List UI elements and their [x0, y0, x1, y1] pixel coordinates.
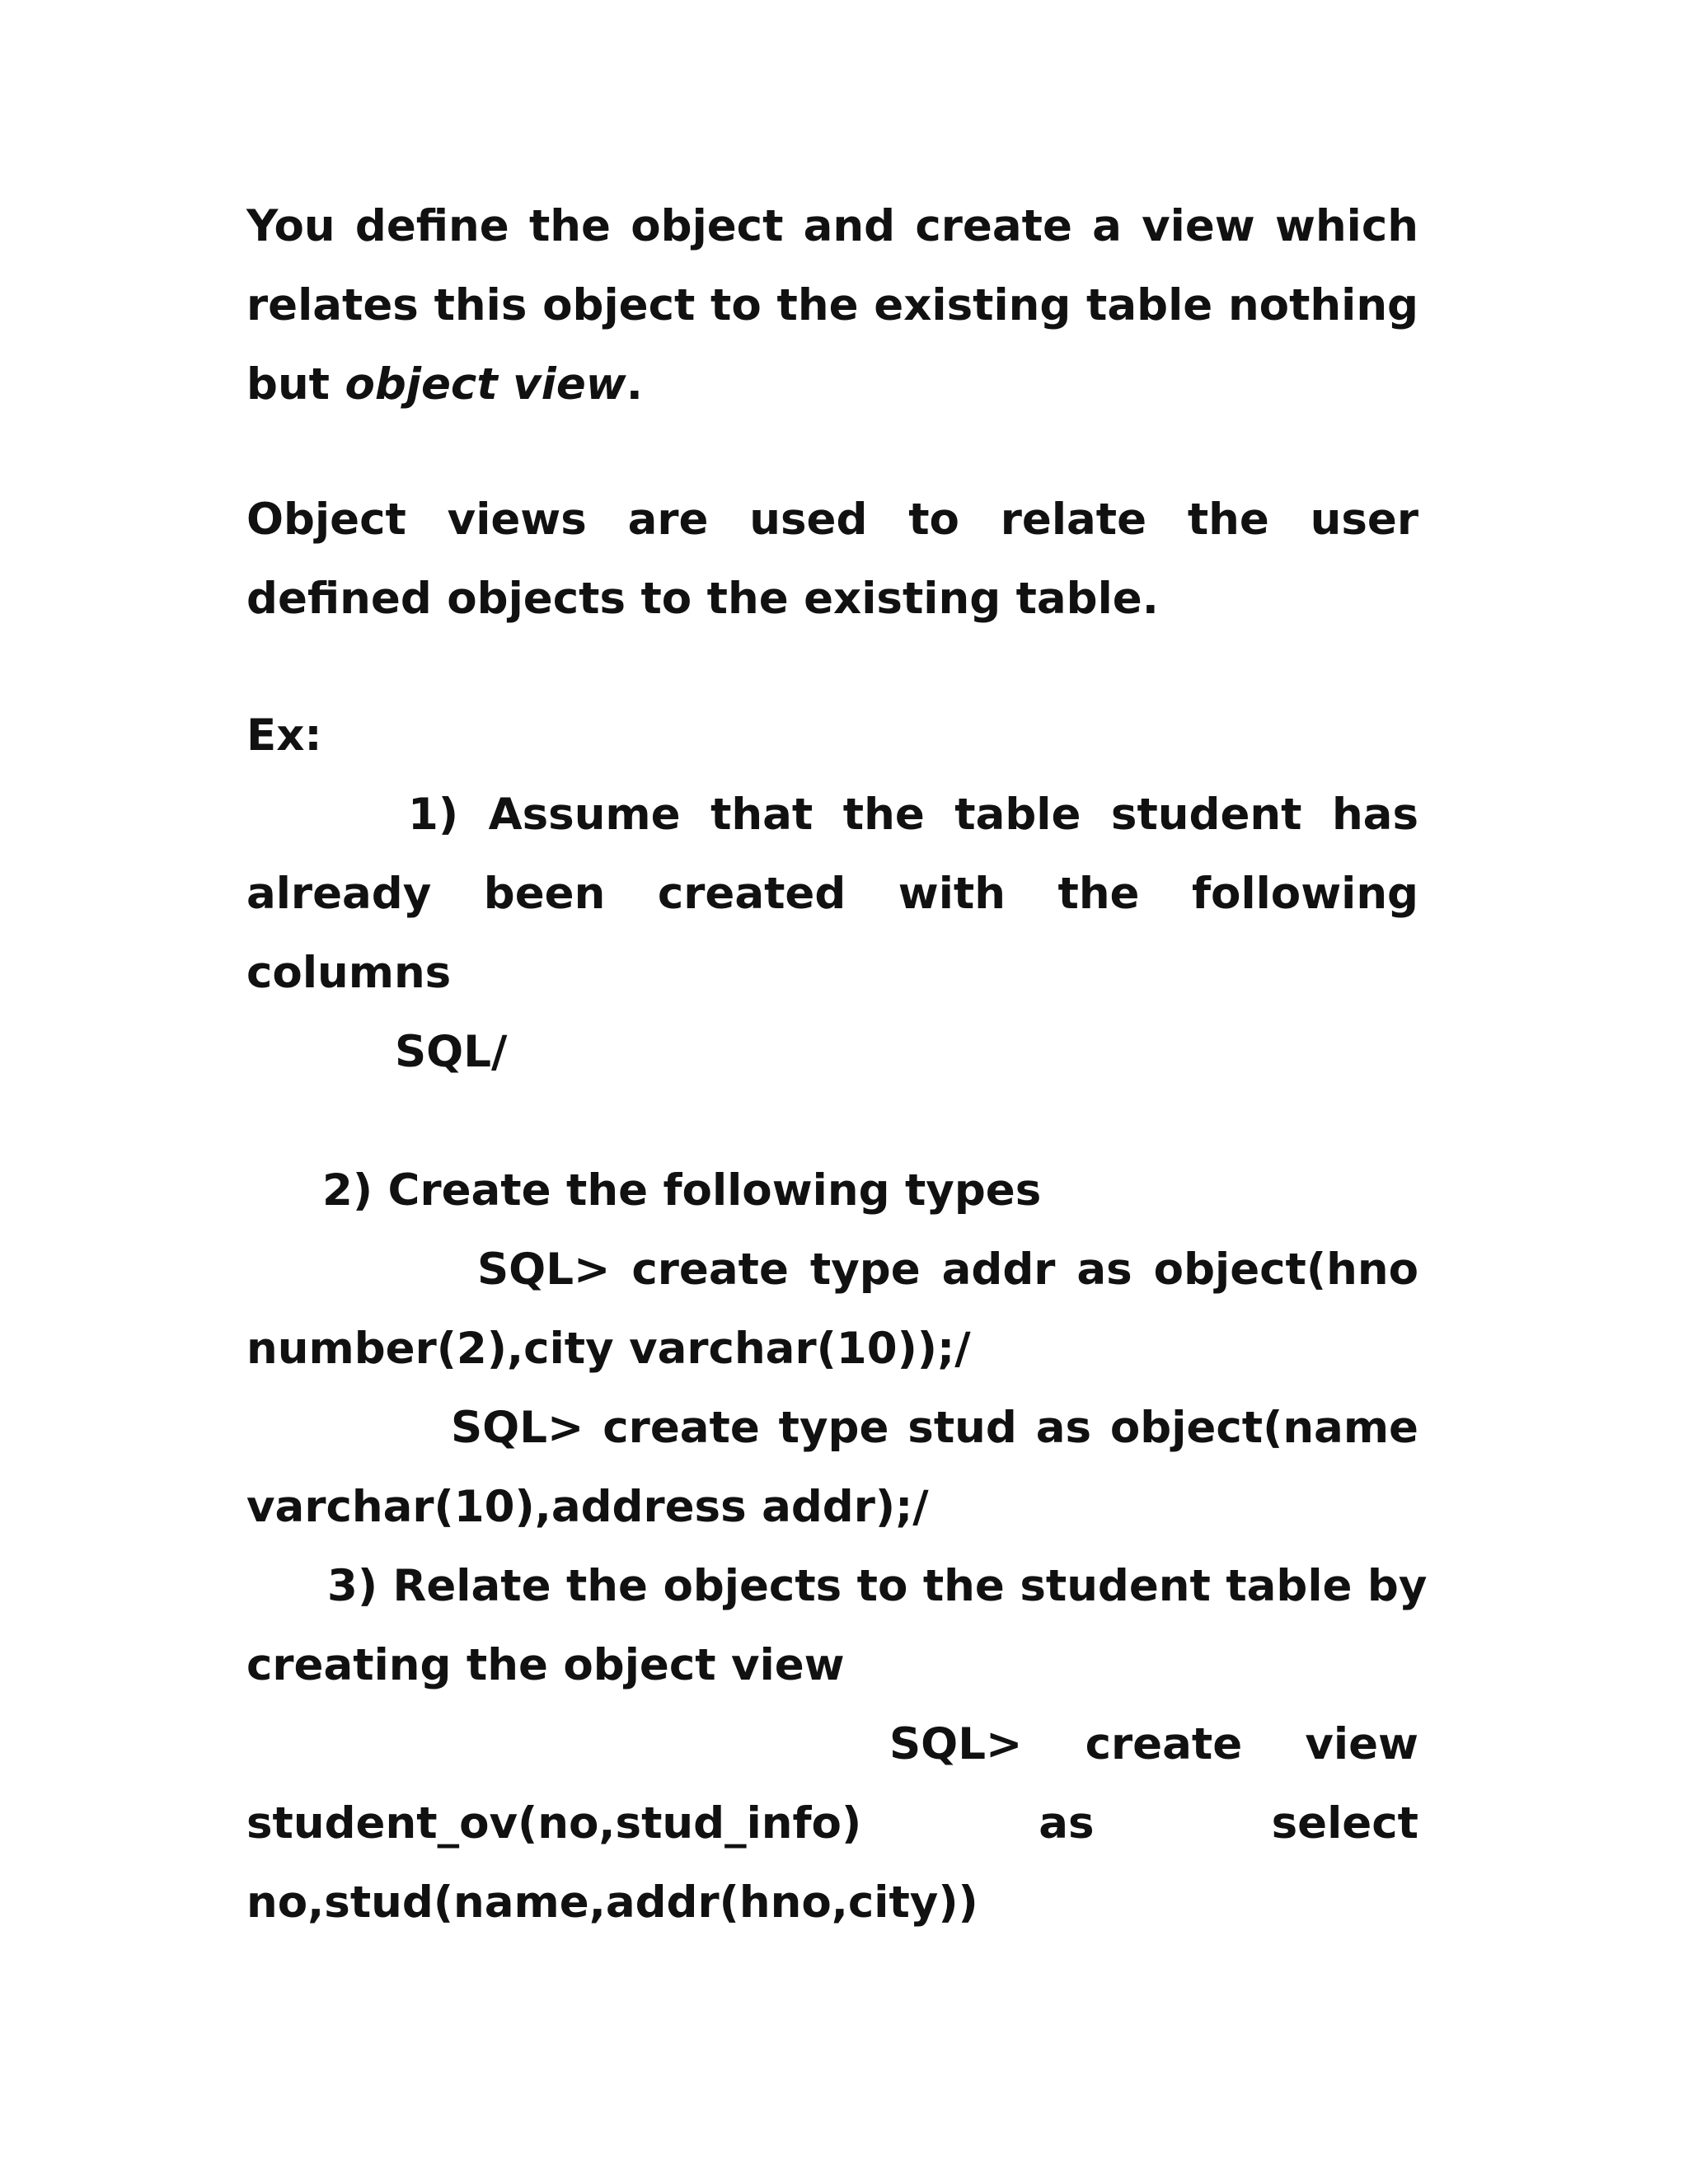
- step-3-line-1: 3) Relate the objects to the student table by: [327, 1561, 1428, 1611]
- step-1-sql: SQL/: [395, 1027, 508, 1077]
- object-view-term: object view: [345, 359, 626, 410]
- step-1-line-3: columns: [246, 948, 452, 998]
- paragraph-gap: [246, 1092, 1418, 1151]
- step-3-line-2: creating the object view: [246, 1640, 845, 1690]
- step-3-sql-line-2: student_ov(no,stud_info) as select: [246, 1798, 1418, 1849]
- paragraph-1-line-3-prefix: but: [246, 359, 345, 410]
- step-2-sql-2-line-1: SQL> create type stud as object(name: [451, 1403, 1418, 1453]
- paragraph-2-line-1: Object views are used to relate the user: [246, 494, 1418, 545]
- paragraph-1-line-3: [246, 345, 1418, 424]
- step-3-sql-line-3: no,stud(name,addr(hno,city)): [246, 1877, 978, 1928]
- step-2-heading: 2) Create the following types: [322, 1165, 1042, 1216]
- paragraph-1-line-2: relates this object to the existing table nothing: [246, 280, 1418, 330]
- step-3-sql-line-1: SQL> create view: [889, 1719, 1418, 1769]
- step-2-sql-1-line-1: SQL> create type addr as object(hno: [477, 1244, 1418, 1295]
- paragraph-1-line-3-suffix: .: [626, 359, 643, 410]
- step-2-sql-2-line-2: varchar(10),address addr);/: [246, 1482, 929, 1532]
- paragraph-1-line-1: You define the object and create a view which: [246, 201, 1418, 251]
- step-2-sql-1-line-2: number(2),city varchar(10));/: [246, 1324, 971, 1374]
- paragraph-2-line-2: defined objects to the existing table.: [246, 574, 1159, 624]
- paragraph-gap: [246, 639, 1418, 696]
- paragraph-gap: [246, 424, 1418, 480]
- step-1-line-1: 1) Assume that the table student has: [408, 790, 1418, 840]
- document-body: [246, 187, 1428, 1943]
- step-1-line-2: already been created with the following: [246, 869, 1418, 919]
- example-label: Ex:: [246, 710, 322, 761]
